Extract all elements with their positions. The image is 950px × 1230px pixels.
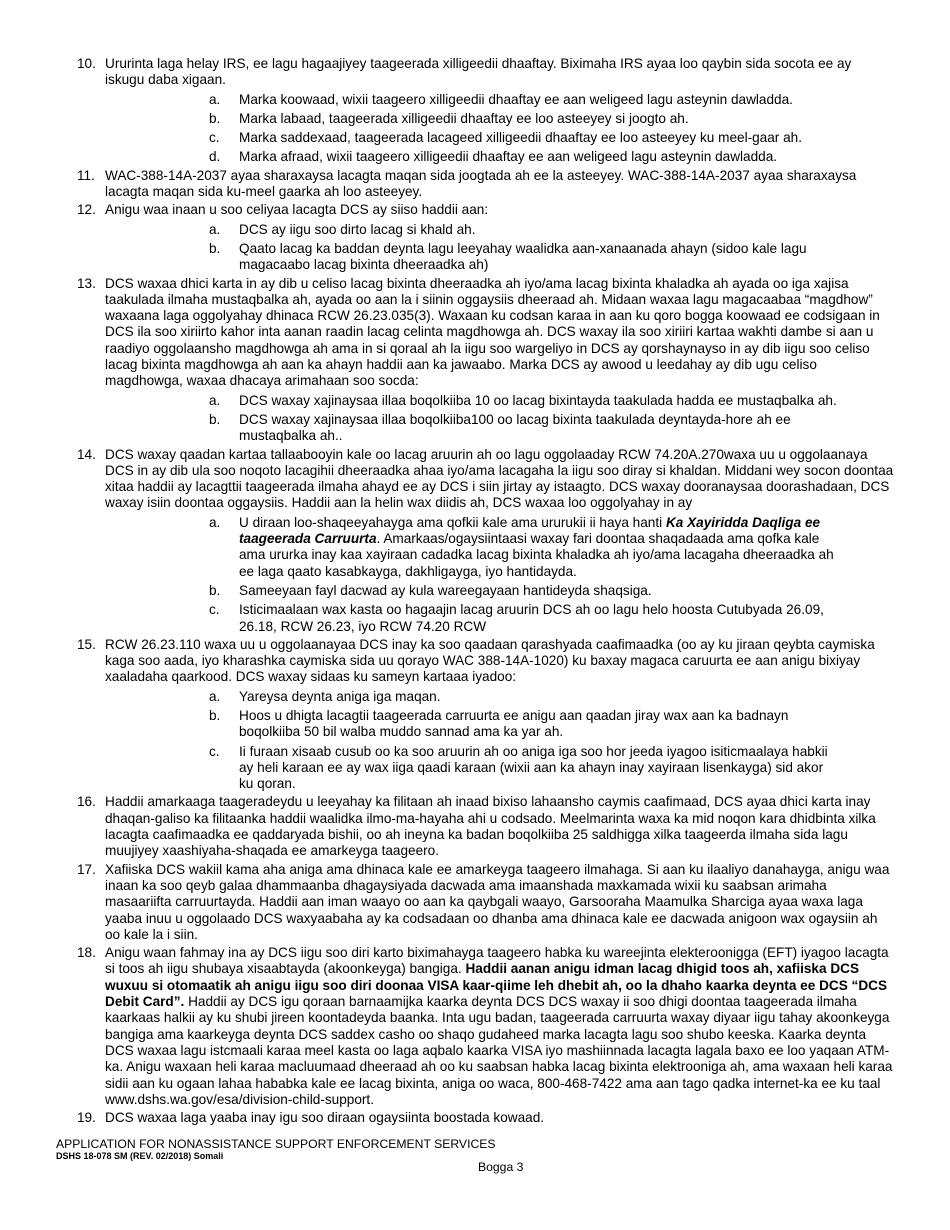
list-item-19 xyxy=(0,1110,950,1126)
sub-text: DCS waxay xajinaysaa illaa boqolkiiba100 oo lacag bixinta taakulada deyntayda-hore ah ee mustaqbalka ah.. xyxy=(239,411,791,444)
item-number: 14. xyxy=(77,446,96,462)
sub-text: DCS waxay xajinaysaa illaa boqolkiiba 10 oo lacag bixintayda taakulada hadda ee mustaqbalka ah. xyxy=(239,392,837,408)
item-text: RCW 26.23.110 waxa uu u oggolaanayaa DCS inay ka soo qaadaan qarashyada caafimaadka (oo ay ku jiraan qeybta caymiska kaga soo aada, iyo kharashka caymiska sida uu qorayo WAC 388-14A-1020) ku baxay magaca caruurta ee aan anigu bixiyay xaaladaha qaarkood. DCS waxay sidaas ku sameyn kartaaa iyadoo: xyxy=(105,636,875,685)
sub-text: U diraan loo-shaqeeyahayga ama qofkii kale ama ururukii ii haya hanti xyxy=(239,514,666,530)
sub-item xyxy=(105,744,894,793)
sub-item xyxy=(105,130,894,146)
item-text: Ururinta laga helay IRS, ee lagu hagaajiyey taageerada xilligeedii dhaaftay. Biximaha IRS ayaa loo qaybin sida socota ee ay iskugu daba xigaan. xyxy=(105,56,852,88)
sub-letter: b. xyxy=(209,707,221,723)
list-item-14 xyxy=(0,447,950,635)
item-text: Anigu waa inaan u soo celiyaa lacagta DCS ay siiso haddii aan: xyxy=(105,202,489,218)
sub-text: Ii furaan xisaab cusub oo ka soo aruurin ah oo aniga iga soo hor jeeda iyagoo isiticmaalaya habkii ay heli karaan ee ay wax iiga qaadi karaan (wixii aan ka ahayn inay xayiraan lisenkayga) sid akor ku qoran. xyxy=(239,743,828,792)
sub-item xyxy=(105,111,894,127)
item-text: Haddii ay DCS igu qoraan barnaamijka kaarka deynta DCS DCS waxay ii soo dhigi doontaa taageerada ilmaha kaarkaas halkii ay ku shubi jireen koontadeyda baanka. Inta ugu badan, taageerada carruurta waxay diyaar iigu tahay akoonkeyga bangiga ama kaarkeyga deynta DCS saddex casho oo shaqo gudaheed marka lacagta lagu soo shubo keeska. Kaarka deynta DCS waxaa lagu istcmaali karaa meel kasta oo laga aqbalo kaarka VISA iyo mashiinnada lacagta lagala baxo ee loo yaqaan ATM-ka. Anigu waxaan heli karaa macluumaad dheeraad ah oo ku saabsan habka lacag bixinta elektrooniga ah, ama waxaan heli karaa sidii aan ku ogaan lahaa hababka kale ee lacag bixinta, aniga oo waca, 800-468-7422 ama aan tago qadka internet-ka ee ku taal www.dshs.wa.gov/esa/division-child-support. xyxy=(105,994,893,1107)
item-number: 19. xyxy=(77,1110,96,1126)
list-item-12 xyxy=(0,202,950,273)
sub-letter: c. xyxy=(209,602,220,618)
sub-letter: a. xyxy=(209,91,221,107)
sub-item xyxy=(105,515,894,580)
item-number: 11. xyxy=(77,167,95,183)
sub-item xyxy=(105,149,894,165)
item-text: Xafiiska DCS wakiil kama aha aniga ama dhinaca kale ee amarkeyga taageero ilmahaga. Si aan ku ilaaliyo danahayga, anigu waa inaan ka soo qeyb galaa dhammaanba dhagaysiyada dacwada ama imaanshada maxkamada wixii ku saabsan arimaha masaariifta carruurtayda. Haddii aan iman waayo oo aan ka qaybgali waayo, Garsooraha Maamulka Sharciga ayaa waxa laga yaaba inuu u oggolaado DCS waxyaabaha ay ka codsadaan oo dhanba ama dhinaca kale ee dacwada anigoon wax ogaysiin ah oo kale la i siin. xyxy=(105,861,890,942)
item-text: DCS waxaa laga yaaba inay igu soo diraan ogaysiinta boostada kowaad. xyxy=(105,1110,545,1126)
footer-form-code: DSHS 18-078 SM (REV. 02/2018) Somali xyxy=(56,1151,224,1161)
sub-text: . Amarkaas/ogaysiintaasi waxay fari doontaa shaqadaada ama qofka kale ama ururka inay kaa xayiraan cadadka lacag bixinta khaladka ah iyo/ama lacagaha dheeraadka ah ee laga qaato kasabkayga, dakhligayga, iyo hantidayda. xyxy=(239,531,834,579)
sub-item xyxy=(105,92,894,108)
item-number: 15. xyxy=(77,636,96,652)
item-number: 13. xyxy=(77,275,96,291)
sub-item xyxy=(105,222,894,238)
sub-text: Isticimaalaan wax kasta oo hagaajin lacag aruurin DCS ah oo lagu helo hoosta Cutubyada 26.09, 26.18, RCW 26.23, iyo RCW 74.20 RCW xyxy=(239,602,824,634)
item-number: 10. xyxy=(77,56,96,71)
sub-letter: a. xyxy=(209,221,221,237)
sub-letter: a. xyxy=(209,514,221,530)
sub-text: Marka koowaad, wixii taageero xilligeedii dhaaftay ee aan weligeed lagu asteynin dawladda. xyxy=(239,91,793,107)
sub-item xyxy=(105,602,894,635)
emphasized-term: Ka Xayiridda Daqliga ee taageerada Carruurta xyxy=(239,514,821,547)
sub-text: Sameeyaan fayl dacwad ay kula wareegayaan hantideyda shaqsiga. xyxy=(239,582,652,598)
list-item-17 xyxy=(0,862,950,943)
sub-letter: b. xyxy=(209,582,221,598)
sub-item xyxy=(105,708,894,741)
document-body xyxy=(0,56,950,1128)
list-item-15 xyxy=(0,637,950,793)
item-number: 17. xyxy=(77,861,96,877)
item-number: 18. xyxy=(77,945,96,961)
sub-letter: c. xyxy=(209,743,220,759)
list-item-11 xyxy=(0,168,950,201)
list-item-13 xyxy=(0,276,950,445)
sub-letter: a. xyxy=(209,688,221,704)
footer-form-title: APPLICATION FOR NONASSISTANCE SUPPORT ENFORCEMENT SERVICES xyxy=(56,1137,496,1151)
sub-letter: d. xyxy=(209,149,221,165)
sub-item xyxy=(105,583,894,599)
page-number: Bogga 3 xyxy=(478,1160,524,1174)
sub-text: Marka labaad, taageerada xilligeedii dhaaftay ee loo asteeyey si joogto ah. xyxy=(239,110,689,126)
sub-item xyxy=(105,412,894,445)
sub-item xyxy=(105,241,894,274)
item-text: DCS waxay qaadan kartaa tallaabooyin kale oo lacag aruurin ah oo lagu oggolaaday RCW 74.20A.270waxa uu u oggolaanaya DCS in ay dib ula soo noqoto lacagihii dheeraadka ahaa iyo/ama lacagaha la iigu soo diray si khaldan. Middani wey socon doontaa xitaa haddii ay lacagttii taageerada ilmaha ahayd ee ay DCS i siin jirtay ay istaagto. DCS waxay dooranaysaa doorashadaan, DCS waxay isiin doontaa oggaysiis. Haddii aan la helin wax diidis ah, DCS waxaa loo oggolyahay in ay xyxy=(105,446,894,511)
item-text: Anigu waan fahmay ina ay DCS iigu soo diri karto biximahayga taageero habka ku wareejinta elekteroonigga (EFT) iyagoo lacagta si toos ah iigu shubaya xisaabtayda (akoonkeyga) bangiga. xyxy=(105,945,889,977)
sub-item xyxy=(105,689,894,705)
sub-text: Marka afraad, wixii taageero xilligeedii dhaaftay ee aan weligeed lagu asteynin dawladda. xyxy=(239,149,778,165)
item-text: DCS waxaa dhici karta in ay dib u celiso lacag bixinta dheeraadka ah iyo/ama lacag bixinta khaladka ah ayada oo iga xajisa taakulada ilmaha mustaqbalka ah, ayada oo aan la i siinin oggaysiis dheeraad ah. Midaan waxaa lagu magacaabaa “magdhow” waxaana laga oggolyahay dhinaca RCW 26.23.035(3). Waxaan ku codsan karaa in aan ku qoro bogga koowaad ee codsigaan in DCS ila soo xiriirto kahor inta aanan raadin lacag celinta magdhowga ah. DCS waxay ila soo xiriiri kartaa wakhti dambe si aan u raadiyo oggolaansho magdhowga ah ama in si qoraal ah la iigu soo wargeliyo in DCS ay qorshaynayso in ay dib iigu soo celiso lacag bixinta magdhowga ah aan ka ahayn haddii aan ka jawaabo. Marka DCS ay awood u leedahay ay dib ugu celiso magdhowga, waxaa dhacaya arimahaan soo socda: xyxy=(105,275,880,389)
sub-text: DCS ay iigu soo dirto lacag si khald ah. xyxy=(239,221,476,237)
item-number: 12. xyxy=(77,202,96,218)
sub-text: Marka saddexaad, taageerada lacageed xilligeedii dhaaftay ee loo asteeyey ku meel-gaar ah. xyxy=(239,130,802,146)
sub-text: Yareysa deynta aniga iga maqan. xyxy=(239,688,441,704)
sub-letter: b. xyxy=(209,110,221,126)
item-text: Haddii amarkaaga taageradeydu u leeyahay ka filitaan ah inaad bixiso lahaansho caymis caafimaad, DCS ayaa dhici karta inay dhaqan-galiso ka filitaanka haddii waalidka ilmo-ma-hayaha ahi u codsado. Meelmarinta waxa ka mid noqon kara dhidbinta xilka lacagta caafimaadka ee qaddaryada bishii, oo ah ineyna ka badan boqolkiiba 25 saldhigga xilka taageerda ilmaha sida lagu muujiyey xaashiyaha-shaqada ee amarkeyga taageero. xyxy=(105,794,876,859)
list-item-18 xyxy=(0,945,950,1108)
sub-item xyxy=(105,393,894,409)
item-text: WAC-388-14A-2037 ayaa sharaxaysa lacagta maqan sida joogtada ah ee la asteeyey. WAC-388-14A-2037 ayaa sharaxaysa lacagta maqan sida ku-meel gaarka ah loo asteeyey. xyxy=(105,167,857,200)
item-number: 16. xyxy=(77,794,96,810)
sub-letter: c. xyxy=(209,130,220,146)
sub-letter: a. xyxy=(209,392,221,408)
sub-letter: b. xyxy=(209,411,221,427)
bold-notice: Haddii aanan anigu idman lacag dhigid toos ah, xafiiska DCS wuxuu si otomaatik ah anigu iigu soo diri doonaa VISA kaar-qiime leh dhebit ah, oo la dhaho kaarka deynta ee DCS “DCS Debit Card”. xyxy=(105,961,888,1010)
sub-letter: b. xyxy=(209,240,221,256)
sub-text: Hoos u dhigta lacagtii taageerada carruurta ee anigu aan qaadan jiray wax aan ka badnayn boqolkiiba 50 bil walba muddo sannad ama ka yar ah. xyxy=(239,707,789,740)
list-item-10 xyxy=(0,56,950,166)
sub-text: Qaato lacag ka baddan deynta lagu leeyahay waalidka aan-xanaanada ahayn (sidoo kale lagu magacaabo lacag bixinta dheeraadka ah) xyxy=(239,240,807,273)
list-item-16 xyxy=(0,794,950,859)
